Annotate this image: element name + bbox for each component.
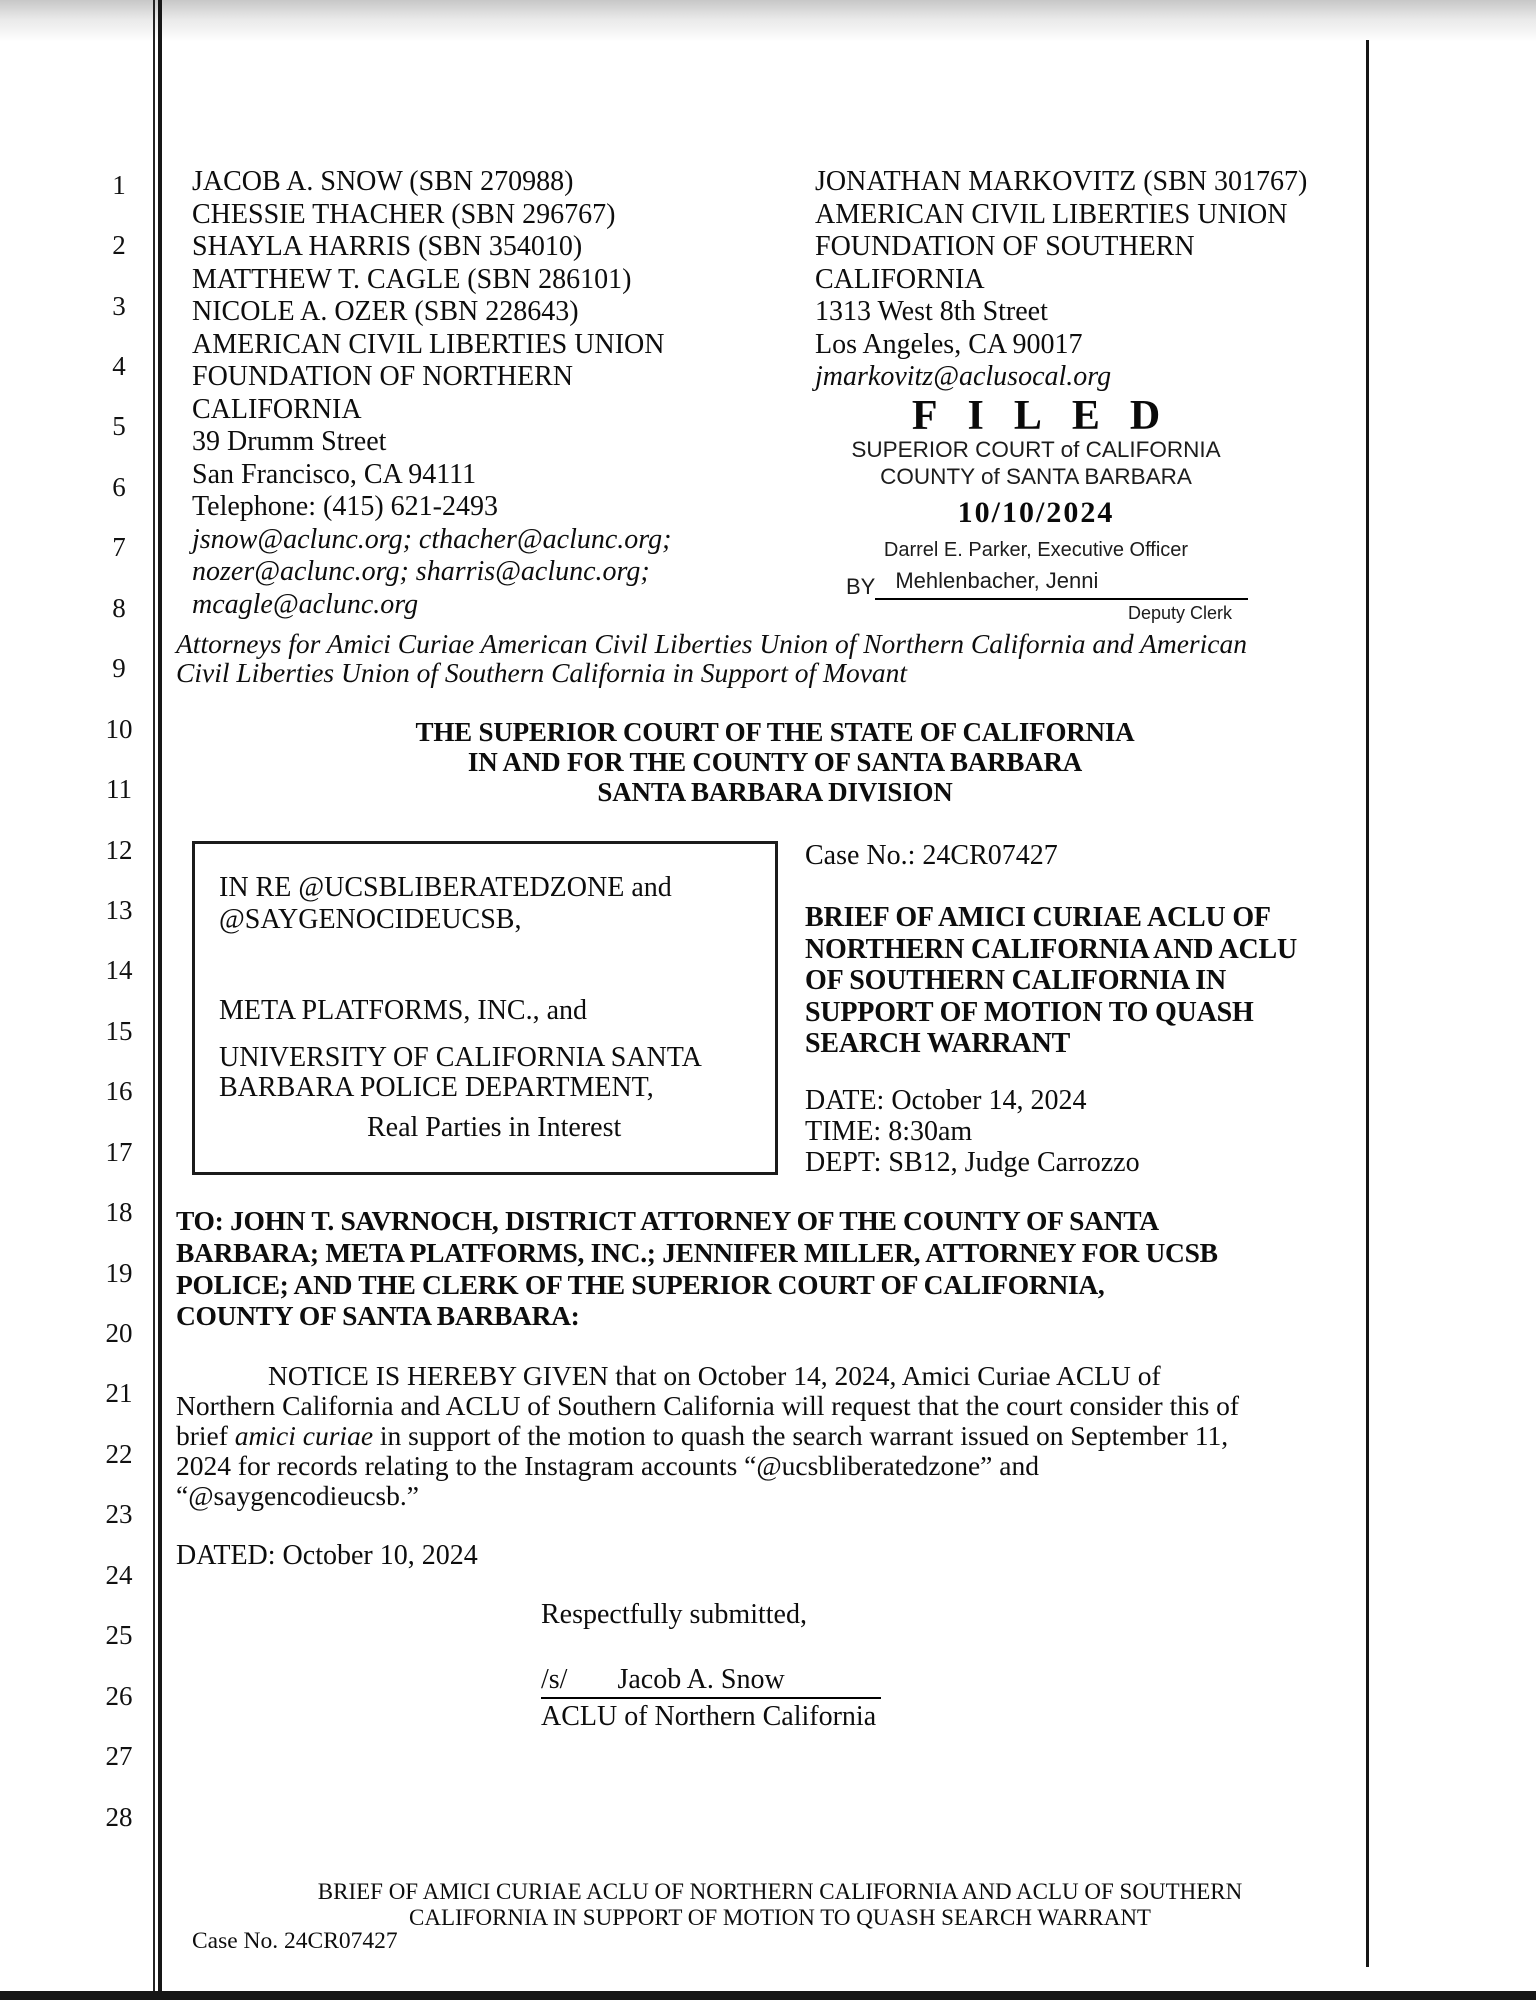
counsel-email-line: mcagle@aclunc.org: [192, 588, 419, 620]
counsel-line: SHAYLA HARRIS (SBN 354010): [192, 231, 583, 262]
hearing-info: [805, 1085, 1140, 1178]
hearing-time: TIME: 8:30am: [805, 1116, 973, 1147]
counsel-email-line: jmarkovitz@aclusocal.org: [815, 361, 1112, 392]
line-number: 3: [112, 290, 126, 321]
counsel-line: JONATHAN MARKOVITZ (SBN 301767): [815, 166, 1308, 197]
brief-title-line: NORTHERN CALIFORNIA AND ACLU: [805, 933, 1298, 965]
notice-line: brief amici curiae in support of the motion to quash the search warrant issued on September 11,: [176, 1419, 1229, 1451]
line-number: 12: [105, 834, 133, 865]
footer-case-number: Case No. 24CR07427: [192, 1928, 398, 1954]
counsel-line: Los Angeles, CA 90017: [815, 328, 1083, 360]
counsel-line: FOUNDATION OF SOUTHERN: [815, 231, 1195, 262]
line-number: 10: [105, 713, 133, 744]
counsel-line: JACOB A. SNOW (SBN 270988): [192, 166, 574, 197]
line-number: 18: [105, 1197, 133, 1228]
hearing-date: DATE: October 14, 2024: [805, 1085, 1087, 1116]
attorneys-for-line: [176, 629, 1376, 687]
line-number: 9: [112, 653, 126, 684]
notice-paragraph: [176, 1361, 1239, 1511]
s-slash: /s/: [541, 1664, 568, 1695]
line-number: 21: [105, 1378, 133, 1409]
line-number: 6: [112, 471, 126, 502]
attorneys-for-line-1: Attorneys for Amici Curiae American Civil Liberties Union of Northern California and American: [176, 628, 1247, 659]
caption-university-line-1: UNIVERSITY OF CALIFORNIA SANTA: [219, 1042, 702, 1073]
to-paragraph-line: POLICE; AND THE CLERK OF THE SUPERIOR COURT OF CALIFORNIA,: [176, 1268, 1105, 1300]
line-number: 16: [105, 1076, 133, 1107]
notice-line: “@saygencodieucsb.”: [176, 1479, 419, 1511]
counsel-line: CALIFORNIA: [192, 393, 362, 425]
line-number: 24: [105, 1559, 133, 1590]
signer-organization: ACLU of Northern California: [541, 1701, 877, 1732]
brief-title-line: OF SOUTHERN CALIFORNIA IN: [805, 965, 1227, 996]
counsel-email-line: nozer@aclunc.org; sharris@aclunc.org;: [192, 556, 650, 587]
counsel-line: FOUNDATION OF NORTHERN: [192, 361, 573, 392]
line-number: 1: [112, 169, 126, 200]
court-heading: [170, 717, 1380, 807]
line-number-gutter: [74, 155, 164, 1847]
filed-stamp-date: 10/10/2024: [957, 496, 1115, 529]
line-number: 26: [105, 1680, 133, 1711]
line-number: 7: [112, 532, 126, 563]
counsel-line: 39 Drumm Street: [192, 426, 387, 457]
counsel-line: NICOLE A. OZER (SBN 228643): [192, 296, 579, 327]
line-number: 15: [105, 1015, 133, 1046]
filed-stamp-county: COUNTY of SANTA BARBARA: [880, 464, 1192, 489]
counsel-line: CALIFORNIA: [815, 263, 985, 295]
to-paragraph-line: COUNTY OF SANTA BARBARA:: [176, 1300, 580, 1332]
caption-in-re-line-1: IN RE @UCSBLIBERATEDZONE and: [219, 872, 672, 903]
line-number: 27: [105, 1741, 133, 1772]
page-footer-title: [175, 1879, 1385, 1930]
scan-shadow-top: [0, 0, 1536, 42]
counsel-line: AMERICAN CIVIL LIBERTIES UNION: [192, 328, 665, 360]
caption-meta-line: META PLATFORMS, INC., and: [219, 995, 588, 1026]
respectfully-submitted: Respectfully submitted,: [541, 1599, 807, 1630]
line-number: 28: [105, 1801, 133, 1832]
deputy-clerk-name: Mehlenbacher, Jenni: [875, 568, 1248, 600]
line-number: 14: [105, 955, 133, 986]
counsel-line: CHESSIE THACHER (SBN 296767): [192, 198, 616, 230]
filed-stamp-court: SUPERIOR COURT of CALIFORNIA: [851, 437, 1221, 462]
hearing-dept: DEPT: SB12, Judge Carrozzo: [805, 1147, 1140, 1178]
filed-stamp-officer: Darrel E. Parker, Executive Officer: [883, 539, 1189, 561]
brief-title-line: SUPPORT OF MOTION TO QUASH: [805, 996, 1254, 1028]
filed-stamp-by-line: [846, 568, 1248, 600]
filed-stamp-title: FILED: [911, 393, 1191, 439]
counsel-email-line: jsnow@aclunc.org; cthacher@aclunc.org;: [192, 523, 672, 555]
line-number: 25: [105, 1620, 133, 1651]
filed-stamp: [810, 393, 1262, 624]
case-number: Case No.: 24CR07427: [805, 840, 1058, 871]
to-paragraph-line: TO: JOHN T. SAVRNOCH, DISTRICT ATTORNEY OF THE COUNTY OF SANTA: [176, 1205, 1159, 1236]
signature-line: [541, 1664, 881, 1699]
counsel-line: AMERICAN CIVIL LIBERTIES UNION: [815, 198, 1288, 230]
dated-line: DATED: October 10, 2024: [176, 1540, 478, 1571]
by-label: BY: [846, 574, 876, 599]
line-number: 4: [112, 351, 126, 382]
right-margin-rule: [1366, 40, 1369, 1967]
signature-block: [541, 1599, 881, 1733]
counsel-left-block: [192, 166, 672, 621]
line-number: 2: [112, 230, 126, 261]
caption-real-parties: Real Parties in Interest: [367, 1112, 622, 1143]
brief-title-line: BRIEF OF AMICI CURIAE ACLU OF: [805, 902, 1271, 933]
line-number: 5: [112, 411, 126, 442]
to-paragraph: [176, 1205, 1218, 1332]
counsel-line: 1313 West 8th Street: [815, 296, 1048, 327]
court-heading-line-2: IN AND FOR THE COUNTY OF SANTA BARBARA: [467, 747, 1083, 777]
deputy-clerk-label: Deputy Clerk: [1127, 603, 1232, 623]
caption-in-re-line-2: @SAYGENOCIDEUCSB,: [219, 904, 522, 935]
line-number: 8: [112, 592, 126, 623]
attorneys-for-line-2: Civil Liberties Union of Southern California in Support of Movant: [176, 657, 908, 688]
counsel-right-block: [815, 166, 1315, 394]
line-number: 13: [105, 894, 133, 925]
caption-box: [192, 841, 778, 1175]
counsel-line: MATTHEW T. CAGLE (SBN 286101): [192, 263, 632, 295]
court-heading-line-3: SANTA BARBARA DIVISION: [597, 777, 953, 807]
footer-title-line-2: CALIFORNIA IN SUPPORT OF MOTION TO QUASH SEARCH WARRANT: [409, 1904, 1151, 1930]
court-heading-line-1: THE SUPERIOR COURT OF THE STATE OF CALIFORNIA: [415, 717, 1135, 747]
caption-university-line-2: BARBARA POLICE DEPARTMENT,: [219, 1072, 654, 1103]
footer-title-line-1: BRIEF OF AMICI CURIAE ACLU OF NORTHERN CALIFORNIA AND ACLU OF SOUTHERN: [317, 1879, 1243, 1904]
line-number: 17: [105, 1136, 133, 1167]
line-number: 22: [105, 1438, 133, 1469]
counsel-line: San Francisco, CA 94111: [192, 458, 477, 490]
counsel-line: Telephone: (415) 621-2493: [192, 491, 498, 522]
signer-name: Jacob A. Snow: [617, 1664, 785, 1695]
notice-line: Northern California and ACLU of Southern California will request that the court consider this of: [176, 1389, 1240, 1421]
notice-line: 2024 for records relating to the Instagram accounts “@ucsbliberatedzone” and: [176, 1449, 1039, 1481]
brief-title-line: SEARCH WARRANT: [805, 1028, 1071, 1059]
line-number: 23: [105, 1499, 133, 1530]
notice-line: NOTICE IS HEREBY GIVEN that on October 14, 2024, Amici Curiae ACLU of: [268, 1360, 1161, 1391]
brief-title: [805, 902, 1297, 1060]
scan-edge-bottom: [0, 1991, 1536, 2000]
line-number: 11: [106, 774, 132, 805]
to-paragraph-line: BARBARA; META PLATFORMS, INC.; JENNIFER MILLER, ATTORNEY FOR UCSB: [176, 1236, 1218, 1268]
amici-curiae-italic: amici curiae: [234, 1419, 374, 1451]
line-number: 20: [105, 1318, 133, 1349]
line-number: 19: [105, 1257, 133, 1288]
